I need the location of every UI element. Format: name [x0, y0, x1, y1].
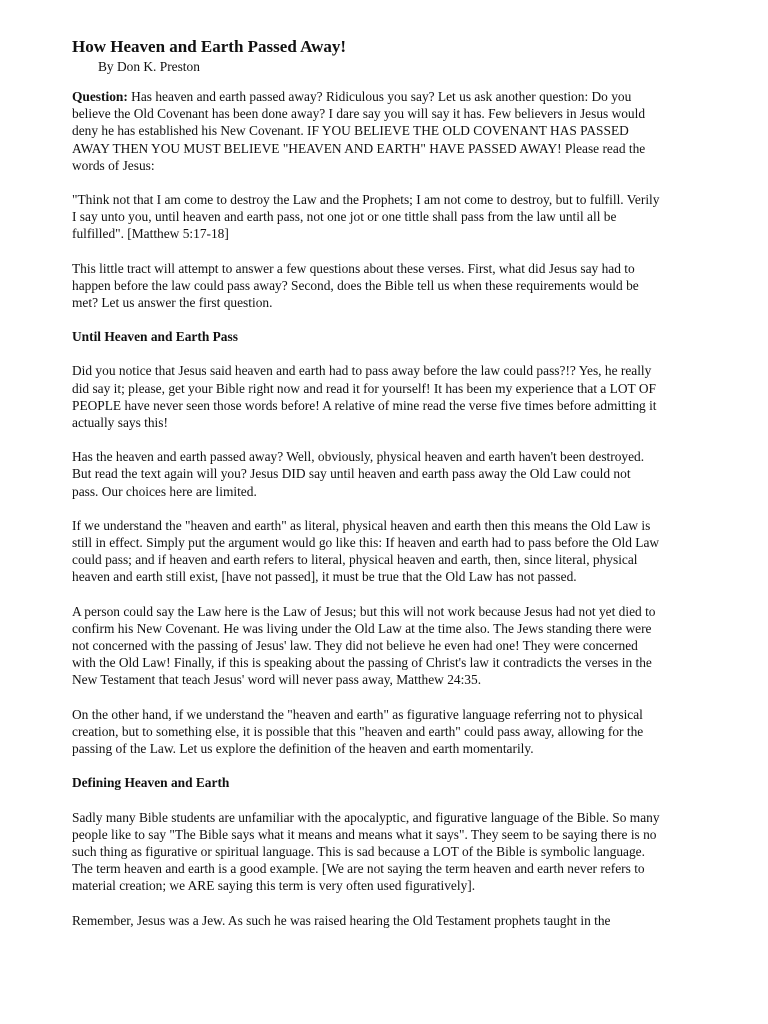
paragraph-remember: [72, 912, 736, 929]
paragraph-line: AWAY THEN YOU MUST BELIEVE "HEAVEN AND EARTH" HAVE PASSED AWAY! Please read the: [72, 140, 646, 156]
paragraph-line: Question: Has heaven and earth passed away? Ridiculous you say? Let us ask another question: Do you: [72, 89, 632, 104]
paragraph-quote: [72, 191, 736, 243]
document-title: How Heaven and Earth Passed Away!: [72, 37, 347, 56]
paragraph-line: people like to say "The Bible says what it means and means what it says". They seem to be saying there is no: [72, 826, 657, 842]
document-page: [72, 36, 736, 929]
paragraph-line: I say unto you, until heaven and earth pass, not one jot or one tittle shall pass from the law until all be: [72, 209, 617, 225]
paragraph-law-of-jesus: [72, 603, 736, 689]
question-label: Question:: [72, 89, 128, 104]
paragraph-line: fulfilled". [Matthew 5:17-18]: [72, 226, 229, 242]
paragraph-line: Did you notice that Jesus said heaven and earth had to pass away before the law could pass?!? Yes, he really: [72, 363, 652, 379]
paragraph-line: confirm his New Covenant. He was living under the Old Law at the time also. The Jews standing there were: [72, 620, 652, 636]
paragraph-line: met? Let us answer the first question.: [72, 295, 273, 311]
paragraph-line: happen before the law could pass away? Second, does the Bible tell us when these requirements would be: [72, 277, 639, 293]
paragraph-line: "Think not that I am come to destroy the Law and the Prophets; I am not come to destroy, but to fulfill. Verily: [72, 192, 660, 208]
byline: By Don K. Preston: [98, 59, 200, 74]
paragraph-line: not concerned with the passing of Jesus' law. They did not believe he even had one! They were concerned: [72, 638, 638, 654]
paragraph-notice: [72, 362, 736, 431]
paragraph-line: pass. Our choices here are limited.: [72, 483, 257, 499]
paragraph-line: The term heaven and earth is a good example. [We are not saying the term heaven and earth never refers to: [72, 861, 645, 877]
paragraph-line: A person could say the Law here is the Law of Jesus; but this will not work because Jesus had not yet died to: [72, 603, 656, 619]
paragraph-question: [72, 88, 736, 174]
paragraph-line: still in effect. Simply put the argument would go like this: If heaven and earth had to pass before the Old Law: [72, 535, 660, 551]
paragraph-line: creation, but to something else, it is possible that this "heaven and earth" could pass away, allowing for the: [72, 723, 644, 739]
paragraph-line: could pass; and if heaven and earth refers to literal, physical heaven and earth, then, since literal, physical: [72, 552, 638, 568]
paragraph-line: with the Old Law! Finally, if this is speaking about the passing of Christ's law it contradicts the verses in the: [72, 655, 652, 671]
paragraph-line: passing of the Law. Let us explore the definition of the heaven and earth momentarily.: [72, 741, 534, 757]
paragraph-line: On the other hand, if we understand the "heaven and earth" as figurative language referring not to physical: [72, 706, 643, 722]
paragraph-apocalyptic: [72, 809, 736, 895]
paragraph-line: material creation; we ARE saying this term is very often used figuratively].: [72, 878, 476, 894]
paragraph-literal: [72, 517, 736, 586]
paragraph-line: actually says this!: [72, 415, 168, 431]
paragraph-figurative: [72, 706, 736, 758]
paragraph-passed: [72, 448, 736, 500]
paragraph-line: But read the text again will you? Jesus DID say until heaven and earth pass away the Old Law could not: [72, 466, 631, 482]
paragraph-line: heaven and earth still exist, [have not passed], it must be true that the Old Law has not passed.: [72, 569, 577, 585]
paragraph-line: Has the heaven and earth passed away? Well, obviously, physical heaven and earth haven't been destroyed.: [72, 449, 645, 465]
paragraph-line: Sadly many Bible students are unfamiliar with the apocalyptic, and figurative language of the Bible. So many: [72, 809, 660, 825]
paragraph-line: This little tract will attempt to answer a few questions about these verses. First, what did Jesus say had to: [72, 260, 635, 276]
paragraph-line: believe the Old Covenant has been done away? I dare say you will say it has. Few believers in Jesus would: [72, 106, 646, 122]
section-heading-defining: Defining Heaven and Earth: [72, 775, 230, 791]
paragraph-line: New Testament that teach Jesus' word will never pass away, Matthew 24:35.: [72, 672, 482, 688]
paragraph-intro: [72, 260, 736, 312]
paragraph-line: words of Jesus:: [72, 157, 155, 173]
paragraph-line: PEOPLE have never seen those words before! A relative of mine read the verse five times before admitting it: [72, 397, 657, 413]
paragraph-line: If we understand the "heaven and earth" as literal, physical heaven and earth then this means the Old Law is: [72, 517, 651, 533]
section-heading-until: Until Heaven and Earth Pass: [72, 329, 238, 345]
paragraph-line: such thing as figurative or spiritual language. This is sad because a LOT of the Bible is symbolic language.: [72, 843, 645, 859]
paragraph-line: did say it; please, get your Bible right now and read it for yourself! It has been my experience that a LOT OF: [72, 380, 656, 396]
paragraph-line: deny he has established his New Covenant. IF YOU BELIEVE THE OLD COVENANT HAS PASSED: [72, 123, 629, 139]
paragraph-line: Remember, Jesus was a Jew. As such he was raised hearing the Old Testament prophets taught in the: [72, 912, 611, 928]
